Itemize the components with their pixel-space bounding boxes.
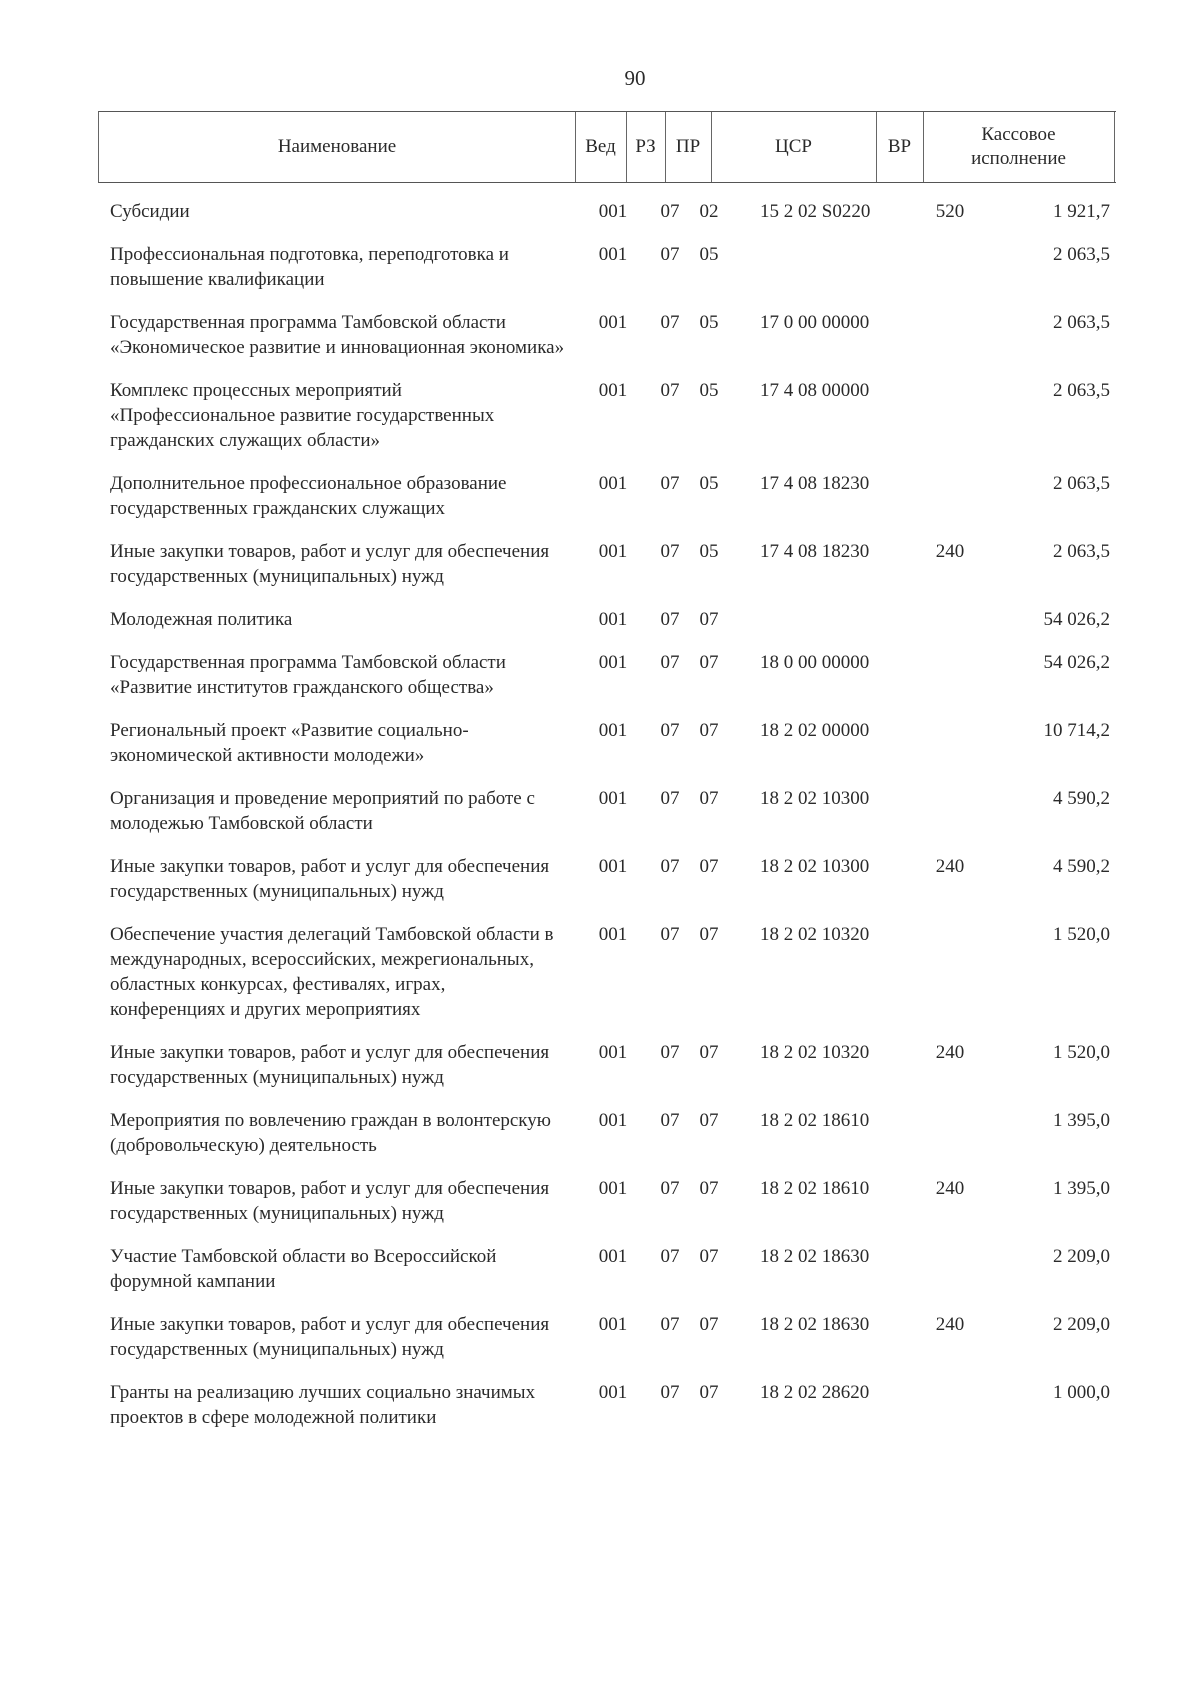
row-name: Гранты на реализацию лучших социально значимых проектов в сфере молодежной политики — [110, 1382, 536, 1428]
ved-cell: 001 — [598, 244, 628, 265]
csr-cell: 17 4 08 18230 — [760, 473, 870, 494]
vr-cell: 240 — [935, 1314, 965, 1335]
header-amount: Кассовое исполнение — [923, 112, 1115, 182]
ved-cell: 001 — [598, 1178, 628, 1199]
header-vr: ВР — [876, 112, 924, 182]
amount-cell: 2 063,5 — [1053, 244, 1110, 265]
pr-cell: 07 — [699, 856, 719, 877]
rz-cell: 07 — [660, 1246, 680, 1267]
amount-cell: 2 209,0 — [1053, 1314, 1110, 1335]
table-row — [0, 1022, 1200, 1090]
csr-cell: 18 2 02 18630 — [760, 1314, 870, 1335]
amount-cell: 2 209,0 — [1053, 1246, 1110, 1267]
pr-cell: 02 — [699, 201, 719, 222]
rz-cell: 07 — [660, 1110, 680, 1131]
ved-cell: 001 — [598, 788, 628, 809]
pr-cell: 07 — [699, 1382, 719, 1403]
ved-cell: 001 — [598, 720, 628, 741]
pr-cell: 07 — [699, 1178, 719, 1199]
pr-cell: 05 — [699, 541, 719, 562]
vr-cell: 240 — [935, 541, 965, 562]
ved-cell: 001 — [598, 312, 628, 333]
amount-cell: 2 063,5 — [1053, 312, 1110, 333]
pr-cell: 07 — [699, 788, 719, 809]
pr-cell: 07 — [699, 609, 719, 630]
header-ved: Вед — [575, 112, 627, 182]
pr-cell: 07 — [699, 924, 719, 945]
vr-cell: 240 — [935, 856, 965, 877]
row-name: Организация и проведение мероприятий по работе с молодежью Тамбовской области — [110, 788, 535, 834]
csr-cell: 17 0 00 00000 — [760, 312, 870, 333]
pr-cell: 07 — [699, 1246, 719, 1267]
rz-cell: 07 — [660, 541, 680, 562]
pr-cell: 05 — [699, 473, 719, 494]
pr-cell: 07 — [699, 720, 719, 741]
rz-cell: 07 — [660, 312, 680, 333]
amount-cell: 1 520,0 — [1053, 924, 1110, 945]
csr-cell: 18 0 00 00000 — [760, 652, 870, 673]
rz-cell: 07 — [660, 201, 680, 222]
row-name: Субсидии — [110, 201, 190, 222]
amount-cell: 1 395,0 — [1053, 1110, 1110, 1131]
table-body — [0, 181, 1200, 1430]
table-row — [0, 836, 1200, 904]
amount-cell: 2 063,5 — [1053, 473, 1110, 494]
row-name: Мероприятия по вовлечению граждан в волонтерскую (добровольческую) деятельность — [110, 1110, 551, 1156]
table-row — [0, 589, 1200, 632]
amount-cell: 1 000,0 — [1053, 1382, 1110, 1403]
row-name: Молодежная политика — [110, 609, 293, 630]
ved-cell: 001 — [598, 201, 628, 222]
table-row — [0, 768, 1200, 836]
csr-cell: 18 2 02 18630 — [760, 1246, 870, 1267]
rz-cell: 07 — [660, 788, 680, 809]
rz-cell: 07 — [660, 244, 680, 265]
csr-cell: 18 2 02 10300 — [760, 788, 870, 809]
amount-cell: 2 063,5 — [1053, 380, 1110, 401]
amount-cell: 4 590,2 — [1053, 856, 1110, 877]
table-row — [0, 1226, 1200, 1294]
rz-cell: 07 — [660, 380, 680, 401]
table-row — [0, 453, 1200, 521]
table-row — [0, 632, 1200, 700]
table-row — [0, 1158, 1200, 1226]
csr-cell: 18 2 02 00000 — [760, 720, 870, 741]
rz-cell: 07 — [660, 1042, 680, 1063]
table-row — [0, 224, 1200, 292]
row-name: Обеспечение участия делегаций Тамбовской области в международных, всероссийских, межрегиональных, областных конкурсах, фестивалях, играх, конференциях и других мероприятиях — [110, 924, 554, 1020]
vr-cell: 240 — [935, 1042, 965, 1063]
pr-cell: 07 — [699, 1042, 719, 1063]
amount-cell: 54 026,2 — [1043, 609, 1110, 630]
csr-cell: 18 2 02 18610 — [760, 1178, 870, 1199]
ved-cell: 001 — [598, 609, 628, 630]
csr-cell: 17 4 08 18230 — [760, 541, 870, 562]
pr-cell: 07 — [699, 652, 719, 673]
row-name: Государственная программа Тамбовской области «Развитие институтов гражданского общества» — [110, 652, 506, 698]
row-name: Иные закупки товаров, работ и услуг для обеспечения государственных (муниципальных) нужд — [110, 1042, 550, 1088]
ved-cell: 001 — [598, 1314, 628, 1335]
rz-cell: 07 — [660, 924, 680, 945]
vr-cell: 240 — [935, 1178, 965, 1199]
rz-cell: 07 — [660, 1178, 680, 1199]
rz-cell: 07 — [660, 609, 680, 630]
ved-cell: 001 — [598, 473, 628, 494]
pr-cell: 05 — [699, 244, 719, 265]
pr-cell: 07 — [699, 1110, 719, 1131]
amount-cell: 1 520,0 — [1053, 1042, 1110, 1063]
rz-cell: 07 — [660, 856, 680, 877]
table-row — [0, 360, 1200, 453]
ved-cell: 001 — [598, 541, 628, 562]
row-name: Дополнительное профессиональное образование государственных гражданских служащих — [110, 473, 507, 519]
header-pr: ПР — [665, 112, 712, 182]
row-name: Участие Тамбовской области во Всероссийской форумной кампании — [110, 1246, 497, 1292]
csr-cell: 18 2 02 10320 — [760, 924, 870, 945]
table-row — [0, 292, 1200, 360]
row-name: Региональный проект «Развитие социально-экономической активности молодежи» — [110, 720, 469, 766]
ved-cell: 001 — [598, 380, 628, 401]
amount-cell: 4 590,2 — [1053, 788, 1110, 809]
ved-cell: 001 — [598, 1246, 628, 1267]
csr-cell: 17 4 08 00000 — [760, 380, 870, 401]
pr-cell: 05 — [699, 380, 719, 401]
page-number: 90 — [624, 66, 646, 90]
amount-cell: 2 063,5 — [1053, 541, 1110, 562]
amount-cell: 1 395,0 — [1053, 1178, 1110, 1199]
table-header — [98, 111, 1116, 183]
ved-cell: 001 — [598, 652, 628, 673]
ved-cell: 001 — [598, 856, 628, 877]
rz-cell: 07 — [660, 652, 680, 673]
table-row — [0, 521, 1200, 589]
table-row — [0, 1362, 1200, 1430]
amount-cell: 1 921,7 — [1053, 201, 1110, 222]
table-row — [0, 700, 1200, 768]
ved-cell: 001 — [598, 1042, 628, 1063]
row-name: Комплекс процессных мероприятий «Профессиональное развитие государственных гражданских служащих области» — [110, 380, 495, 451]
rz-cell: 07 — [660, 1382, 680, 1403]
pr-cell: 07 — [699, 1314, 719, 1335]
csr-cell: 18 2 02 28620 — [760, 1382, 870, 1403]
pr-cell: 05 — [699, 312, 719, 333]
amount-cell: 10 714,2 — [1043, 720, 1110, 741]
header-rz: РЗ — [626, 112, 666, 182]
table-row — [0, 1090, 1200, 1158]
rz-cell: 07 — [660, 473, 680, 494]
header-name: Наименование — [99, 112, 576, 182]
rz-cell: 07 — [660, 1314, 680, 1335]
vr-cell: 520 — [935, 201, 965, 222]
row-name: Государственная программа Тамбовской области «Экономическое развитие и инновационная экономика» — [110, 312, 565, 358]
row-name: Иные закупки товаров, работ и услуг для обеспечения государственных (муниципальных) нужд — [110, 541, 550, 587]
csr-cell: 18 2 02 10300 — [760, 856, 870, 877]
table-row — [0, 181, 1200, 224]
csr-cell: 15 2 02 S0220 — [760, 201, 871, 222]
table-row — [0, 1294, 1200, 1362]
ved-cell: 001 — [598, 1110, 628, 1131]
row-name: Иные закупки товаров, работ и услуг для обеспечения государственных (муниципальных) нужд — [110, 1314, 550, 1360]
csr-cell: 18 2 02 18610 — [760, 1110, 870, 1131]
csr-cell: 18 2 02 10320 — [760, 1042, 870, 1063]
table-row — [0, 904, 1200, 1022]
rz-cell: 07 — [660, 720, 680, 741]
ved-cell: 001 — [598, 1382, 628, 1403]
row-name: Иные закупки товаров, работ и услуг для обеспечения государственных (муниципальных) нужд — [110, 856, 550, 902]
row-name: Иные закупки товаров, работ и услуг для обеспечения государственных (муниципальных) нужд — [110, 1178, 550, 1224]
row-name: Профессиональная подготовка, переподготовка и повышение квалификации — [110, 244, 509, 290]
header-csr: ЦСР — [711, 112, 877, 182]
ved-cell: 001 — [598, 924, 628, 945]
amount-cell: 54 026,2 — [1043, 652, 1110, 673]
